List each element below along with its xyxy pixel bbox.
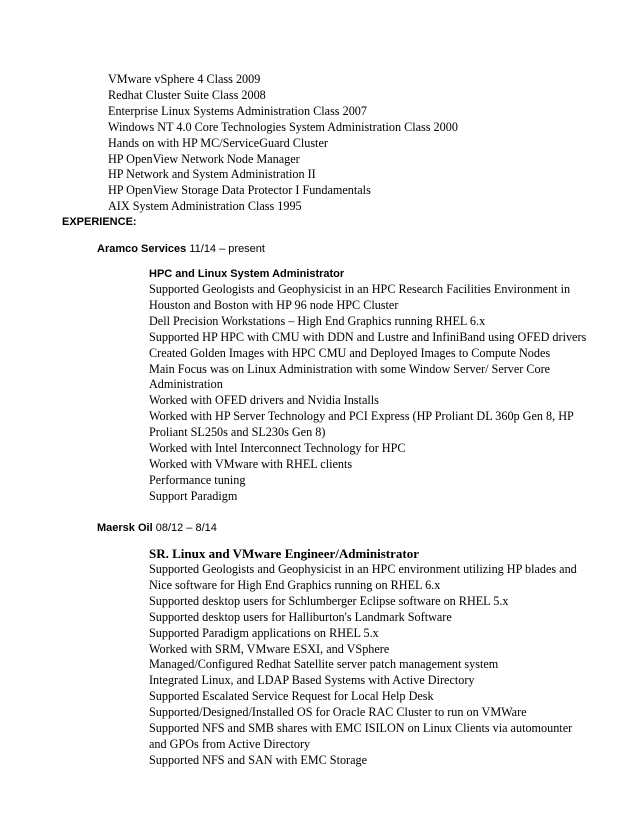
certification-item: Hands on with HP MC/ServiceGuard Cluster xyxy=(108,135,328,150)
certification-item: Windows NT 4.0 Core Technologies System Administration Class 2000 xyxy=(108,119,458,134)
employment-dates: 11/14 – present xyxy=(189,243,265,255)
duty-item: Supported Geologists and Geophysicist in an HPC environment utilizing HP blades and Nice software for High End Graphics running on RHEL 6.x xyxy=(149,562,577,592)
duty-item: Supported Paradigm applications on RHEL 5.x xyxy=(149,625,379,640)
duty-item: Integrated Linux, and LDAP Based Systems with Active Directory xyxy=(149,673,475,688)
duty-item: Worked with HP Server Technology and PCI Express (HP Proliant DL 360p Gen 8, HP Proliant SL250s and SL230s Gen 8) xyxy=(149,409,574,440)
duty-item: Main Focus was on Linux Administration with some Window Server/ Server Core Administration xyxy=(149,361,551,392)
duty-item: Supported desktop users for Schlumberger Eclipse software on RHEL 5.x xyxy=(149,593,509,608)
experience-heading: EXPERIENCE: xyxy=(62,216,137,228)
job-header-maersk xyxy=(97,522,217,534)
duty-item: Supported desktop users for Halliburton's Landmark Software xyxy=(149,609,452,624)
employment-dates: 08/12 – 8/14 xyxy=(155,522,217,534)
job-duties-list xyxy=(149,562,589,769)
duty-item: Performance tuning xyxy=(149,472,246,487)
duty-item: Dell Precision Workstations – High End Graphics running RHEL 6.x xyxy=(149,313,486,328)
job-block-maersk xyxy=(149,545,589,769)
duty-item: Supported NFS and SAN with EMC Storage xyxy=(149,752,368,767)
duty-item: Managed/Configured Redhat Satellite server patch management system xyxy=(149,657,499,672)
certifications-list xyxy=(108,72,458,215)
duty-item: Supported NFS and SMB shares with EMC ISILON on Linux Clients via automounter and GPOs from Active Directory xyxy=(149,721,573,751)
certification-item: Redhat Cluster Suite Class 2008 xyxy=(108,87,266,102)
certification-item: Enterprise Linux Systems Administration Class 2007 xyxy=(108,103,367,118)
company-name: Aramco Services xyxy=(97,243,187,255)
duty-item: Worked with Intel Interconnect Technology for HPC xyxy=(149,441,406,456)
duty-item: Supported Geologists and Geophysicist in an HPC Research Facilities Environment in Houston and Boston with HP 96 node HPC Cluster xyxy=(149,282,571,312)
duty-item: Worked with VMware with RHEL clients xyxy=(149,456,353,471)
job-header-aramco xyxy=(97,243,265,255)
certification-item: HP OpenView Storage Data Protector I Fundamentals xyxy=(108,183,371,198)
duty-item: Supported Escalated Service Request for Local Help Desk xyxy=(149,689,434,704)
certification-item: HP OpenView Network Node Manager xyxy=(108,151,300,166)
certification-item: HP Network and System Administration II xyxy=(108,167,316,182)
duty-item: Worked with OFED drivers and Nvidia Installs xyxy=(149,393,379,408)
duty-item: Support Paradigm xyxy=(149,488,238,503)
job-title: SR. Linux and VMware Engineer/Administrator xyxy=(149,546,420,561)
job-title: HPC and Linux System Administrator xyxy=(149,268,345,280)
company-name: Maersk Oil xyxy=(97,522,153,534)
duty-item: Supported/Designed/Installed OS for Oracle RAC Cluster to run on VMWare xyxy=(149,705,527,720)
duty-item: Worked with SRM, VMware ESXI, and VSphere xyxy=(149,641,390,656)
certification-item: VMware vSphere 4 Class 2009 xyxy=(108,72,261,86)
job-block-aramco xyxy=(149,266,589,505)
duty-item: Created Golden Images with HPC CMU and Deployed Images to Compute Nodes xyxy=(149,345,551,360)
certification-item: AIX System Administration Class 1995 xyxy=(108,199,302,214)
job-duties-list xyxy=(149,282,589,505)
duty-item: Supported HP HPC with CMU with DDN and Lustre and InfiniBand using OFED drivers xyxy=(149,329,587,344)
